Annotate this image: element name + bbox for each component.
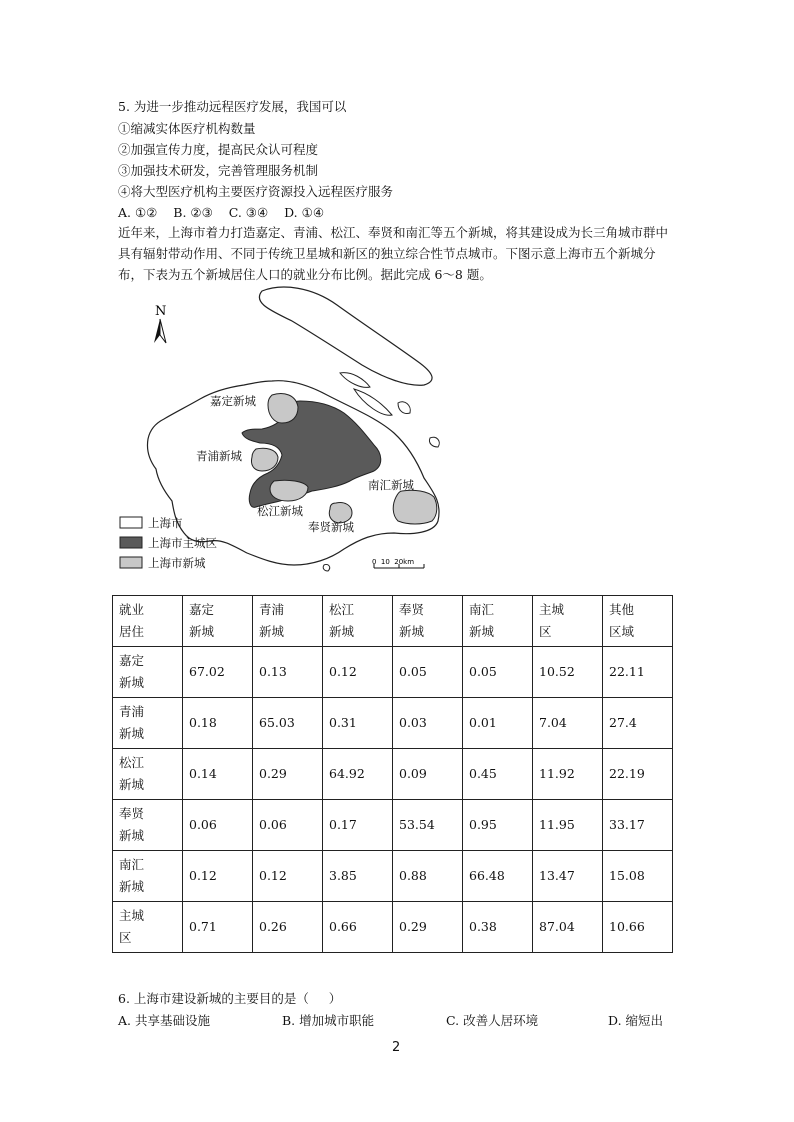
q5-item-1: ①缩减实体医疗机构数量 <box>118 121 256 136</box>
q6-option-a: A. 共享基础设施 <box>118 1013 210 1028</box>
table-header-row <box>113 596 673 647</box>
table-cell: 0.45 <box>463 749 533 800</box>
q6-stem: 6. 上海市建设新城的主要目的是（ ） <box>118 991 342 1006</box>
scale-bar <box>372 558 424 568</box>
table-cell: 0.12 <box>323 647 393 698</box>
table-cell: 0.71 <box>183 902 253 953</box>
table-cell: 0.18 <box>183 698 253 749</box>
table-cell: 0.01 <box>463 698 533 749</box>
table-cell: 11.95 <box>533 800 603 851</box>
label-jiading: 嘉定新城 <box>210 394 256 408</box>
row-header: 奉贤 新城 <box>113 800 183 851</box>
row-header: 主城 区 <box>113 902 183 953</box>
legend-new: 上海市新城 <box>148 556 206 570</box>
label-songjiang: 松江新城 <box>257 504 303 518</box>
q5-stem: 5. 为进一步推动远程医疗发展，我国可以 <box>118 99 347 114</box>
label-nanhui: 南汇新城 <box>368 478 414 492</box>
row-header: 嘉定 新城 <box>113 647 183 698</box>
table-row <box>113 851 673 902</box>
column-header: 嘉定 新城 <box>183 596 253 647</box>
row-header: 松江 新城 <box>113 749 183 800</box>
legend-swatch-main <box>120 537 142 548</box>
north-arrow-icon <box>154 304 166 343</box>
table-cell: 0.88 <box>393 851 463 902</box>
table-cell: 0.29 <box>253 749 323 800</box>
table-cell: 53.54 <box>393 800 463 851</box>
table-cell: 0.03 <box>393 698 463 749</box>
table-row <box>113 902 673 953</box>
legend-city: 上海市 <box>148 516 183 530</box>
table-cell: 10.52 <box>533 647 603 698</box>
row-header: 青浦 新城 <box>113 698 183 749</box>
page-number: 2 <box>392 1040 401 1055</box>
table-cell: 33.17 <box>603 800 673 851</box>
column-header: 松江 新城 <box>323 596 393 647</box>
column-header: 青浦 新城 <box>253 596 323 647</box>
svg-text:N: N <box>155 304 167 319</box>
employment-table <box>112 595 673 953</box>
table-cell: 66.48 <box>463 851 533 902</box>
column-header: 其他 区域 <box>603 596 673 647</box>
table-cell: 0.06 <box>183 800 253 851</box>
row-header: 南汇 新城 <box>113 851 183 902</box>
table-cell: 22.19 <box>603 749 673 800</box>
q5-item-3: ③加强技术研发，完善管理服务机制 <box>118 163 319 178</box>
table-row <box>113 698 673 749</box>
q5-options: A. ①② B. ②③ C. ③④ D. ①④ <box>118 205 325 220</box>
chongming-island <box>259 287 432 385</box>
q5-item-2: ②加强宣传力度，提高民众认可程度 <box>118 142 319 157</box>
table-cell: 67.02 <box>183 647 253 698</box>
table-row <box>113 800 673 851</box>
table-cell: 65.03 <box>253 698 323 749</box>
table-cell: 0.14 <box>183 749 253 800</box>
table-row <box>113 749 673 800</box>
table-cell: 3.85 <box>323 851 393 902</box>
column-header: 南汇 新城 <box>463 596 533 647</box>
column-header: 主城 区 <box>533 596 603 647</box>
table-cell: 0.26 <box>253 902 323 953</box>
table-cell: 0.31 <box>323 698 393 749</box>
legend-main: 上海市主城区 <box>148 536 217 550</box>
table-cell: 0.05 <box>393 647 463 698</box>
svg-text:0 10 20km: 0 10 20km <box>372 558 415 566</box>
nanhui-new-town <box>393 490 437 524</box>
table-cell: 13.47 <box>533 851 603 902</box>
legend-swatch-city <box>120 517 142 528</box>
table-cell: 0.12 <box>183 851 253 902</box>
table-cell: 0.38 <box>463 902 533 953</box>
table-cell: 64.92 <box>323 749 393 800</box>
table-cell: 87.04 <box>533 902 603 953</box>
table-corner-cell: 就业 居住 <box>113 596 183 647</box>
legend-swatch-new <box>120 557 142 568</box>
table-cell: 0.06 <box>253 800 323 851</box>
column-header: 奉贤 新城 <box>393 596 463 647</box>
table-cell: 0.12 <box>253 851 323 902</box>
q6-option-b: B. 增加城市职能 <box>282 1013 375 1028</box>
label-fengxian: 奉贤新城 <box>308 520 354 534</box>
q6-option-c: C. 改善人居环境 <box>446 1013 539 1028</box>
table-cell: 15.08 <box>603 851 673 902</box>
table-row <box>113 647 673 698</box>
table-cell: 0.05 <box>463 647 533 698</box>
jiading-new-town <box>268 394 298 424</box>
shanghai-map <box>112 283 442 575</box>
table-cell: 0.66 <box>323 902 393 953</box>
table-cell: 7.04 <box>533 698 603 749</box>
table-cell: 0.17 <box>323 800 393 851</box>
table-cell: 0.13 <box>253 647 323 698</box>
table-cell: 0.95 <box>463 800 533 851</box>
table-cell: 22.11 <box>603 647 673 698</box>
q5-item-4: ④将大型医疗机构主要医疗资源投入远程医疗服务 <box>118 184 394 199</box>
label-qingpu: 青浦新城 <box>196 449 242 463</box>
q6-option-d: D. 缩短出 <box>608 1013 664 1028</box>
table-cell: 11.92 <box>533 749 603 800</box>
table-cell: 27.4 <box>603 698 673 749</box>
table-cell: 0.09 <box>393 749 463 800</box>
table-cell: 0.29 <box>393 902 463 953</box>
intro-paragraph: 近年来，上海市着力打造嘉定、青浦、松江、奉贤和南汇等五个新城，将其建设成为长三角城市群中具有辐射带动作用、不同于传统卫星城和新区的独立综合性节点城市。下图示意上海市五个新城分布，下表为五个新城居住人口的就业分布比例。据此完成 6～8 题。 <box>118 225 669 282</box>
table-cell: 10.66 <box>603 902 673 953</box>
